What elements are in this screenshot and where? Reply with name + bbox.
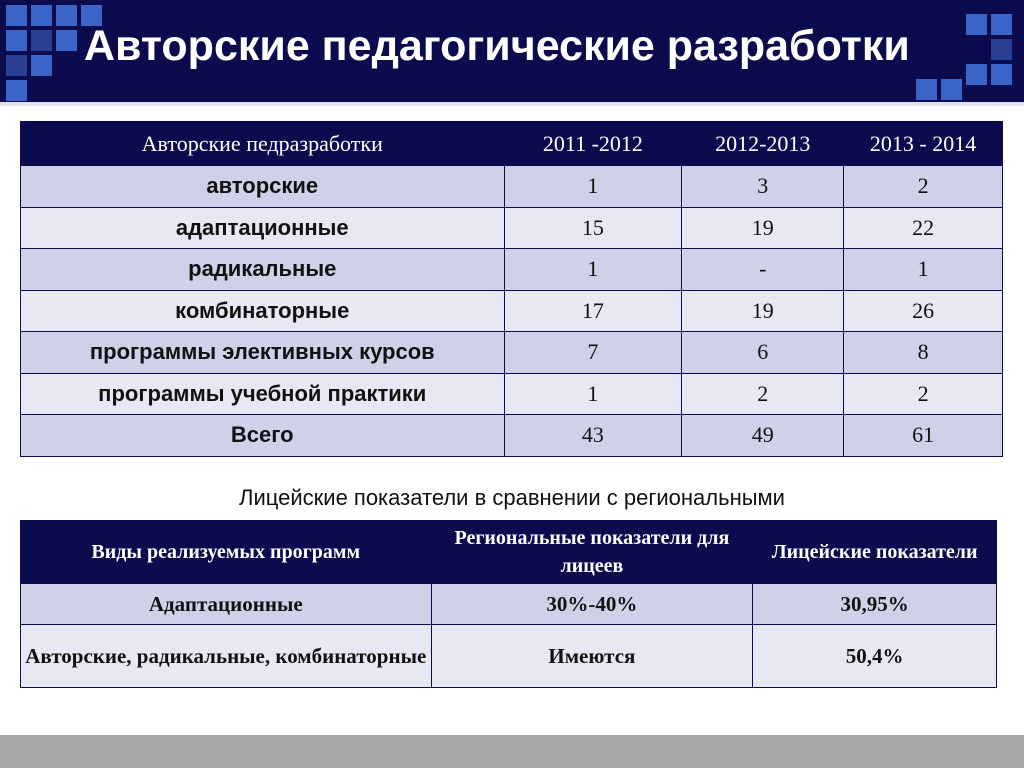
table-row bbox=[21, 625, 997, 688]
table-cell: 43 bbox=[504, 415, 682, 457]
comparison-caption: Лицейские показатели в сравнении с региональными bbox=[239, 485, 785, 510]
table-cell: 8 bbox=[844, 332, 1003, 374]
row-label: программы учебной практики bbox=[21, 373, 505, 415]
table-cell: 6 bbox=[682, 332, 844, 374]
table-cell: 49 bbox=[682, 415, 844, 457]
table-cell: 1 bbox=[504, 166, 682, 208]
table-row bbox=[21, 207, 1003, 249]
column-header: Региональные показатели для лицеев bbox=[431, 521, 753, 584]
table-cell: 17 bbox=[504, 290, 682, 332]
column-header: 2013 - 2014 bbox=[844, 122, 1003, 166]
table-row bbox=[21, 332, 1003, 374]
footer-bar bbox=[0, 735, 1024, 768]
developments-table bbox=[20, 121, 1003, 457]
row-label: авторские bbox=[21, 166, 505, 208]
table-row bbox=[21, 290, 1003, 332]
decor-square bbox=[6, 5, 27, 26]
table-cell: 2 bbox=[844, 373, 1003, 415]
decor-square bbox=[31, 5, 52, 26]
title-banner bbox=[0, 0, 1024, 102]
decor-square bbox=[966, 64, 987, 85]
table-cell: 26 bbox=[844, 290, 1003, 332]
decor-square bbox=[991, 39, 1012, 60]
column-header: Виды реализуемых программ bbox=[21, 521, 432, 584]
decor-square bbox=[6, 55, 27, 76]
table-cell: 61 bbox=[844, 415, 1003, 457]
row-label: программы элективных курсов bbox=[21, 332, 505, 374]
table-cell: 7 bbox=[504, 332, 682, 374]
table-cell: 15 bbox=[504, 207, 682, 249]
row-label: Авторские, радикальные, комбинаторные bbox=[21, 625, 432, 688]
column-header: Авторские педразработки bbox=[21, 122, 505, 166]
divider bbox=[0, 102, 1024, 106]
table-total-row bbox=[21, 415, 1003, 457]
column-header: 2011 -2012 bbox=[504, 122, 682, 166]
table-cell: 19 bbox=[682, 290, 844, 332]
row-label: радикальные bbox=[21, 249, 505, 291]
decor-square bbox=[56, 30, 77, 51]
table-cell: 50,4% bbox=[753, 625, 997, 688]
row-label: адаптационные bbox=[21, 207, 505, 249]
table-cell: 22 bbox=[844, 207, 1003, 249]
table-cell: Имеются bbox=[431, 625, 753, 688]
row-label: Всего bbox=[21, 415, 505, 457]
table-row bbox=[21, 373, 1003, 415]
row-label: комбинаторные bbox=[21, 290, 505, 332]
decor-square bbox=[991, 14, 1012, 35]
table-cell: 30%-40% bbox=[431, 584, 753, 625]
table-cell: 19 bbox=[682, 207, 844, 249]
table-header-row bbox=[21, 521, 997, 584]
table-cell: 1 bbox=[504, 249, 682, 291]
table-row bbox=[21, 249, 1003, 291]
table-header-row bbox=[21, 122, 1003, 166]
comparison-table bbox=[20, 520, 997, 688]
decor-square bbox=[56, 5, 77, 26]
decor-square bbox=[916, 79, 937, 100]
column-header: Лицейские показатели bbox=[753, 521, 997, 584]
table-cell: - bbox=[682, 249, 844, 291]
table-cell: 2 bbox=[844, 166, 1003, 208]
table-cell: 30,95% bbox=[753, 584, 997, 625]
decor-square bbox=[941, 79, 962, 100]
decor-square bbox=[31, 55, 52, 76]
table-cell: 2 bbox=[682, 373, 844, 415]
row-label: Адаптационные bbox=[21, 584, 432, 625]
decor-square bbox=[31, 30, 52, 51]
decor-square bbox=[6, 30, 27, 51]
column-header: 2012-2013 bbox=[682, 122, 844, 166]
table-cell: 3 bbox=[682, 166, 844, 208]
table-cell: 1 bbox=[844, 249, 1003, 291]
decor-square bbox=[991, 64, 1012, 85]
table-cell: 1 bbox=[504, 373, 682, 415]
table-row bbox=[21, 166, 1003, 208]
table-row bbox=[21, 584, 997, 625]
decor-square bbox=[6, 80, 27, 101]
decor-square bbox=[966, 14, 987, 35]
page-title: Авторские педагогические разработки bbox=[84, 22, 910, 70]
